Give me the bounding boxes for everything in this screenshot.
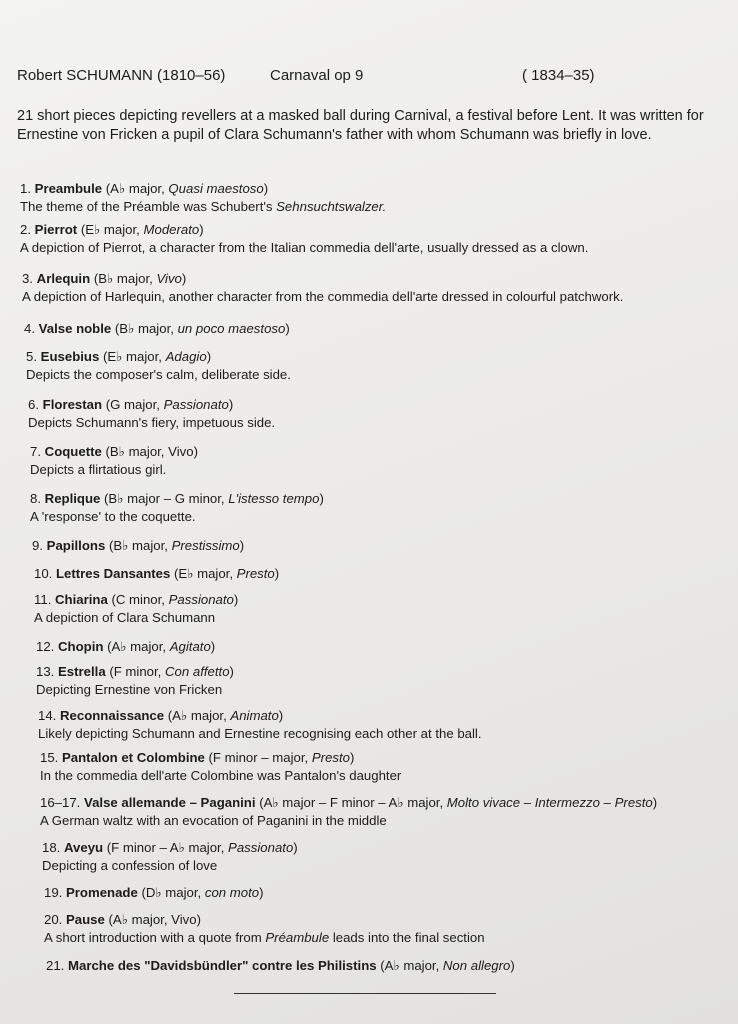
work-title: Carnaval op 9 [270, 67, 364, 84]
piece-number: 15. [40, 750, 62, 765]
piece-heading: 9. Papillons (B♭ major, Prestissimo) [32, 538, 245, 553]
piece-key: (D♭ major, [137, 885, 205, 900]
piece-number: 3. [22, 271, 37, 286]
piece-title: Eusebius [40, 349, 100, 364]
piece-item [44, 911, 485, 947]
piece-description: A depiction of Pierrot, a character from the Italian commedia dell'arte, usually dressed as a clown. [20, 240, 589, 255]
piece-number: 13. [36, 664, 58, 679]
piece-key: (A♭ major, [376, 958, 443, 973]
piece-heading: 18. Aveyu (F minor – A♭ major, Passionato) [42, 840, 298, 855]
piece-description: In the commedia dell'arte Colombine was Pantalon's daughter [40, 768, 402, 783]
piece-key: (A♭ major, Vivo [104, 912, 197, 927]
piece-title: Estrella [58, 664, 106, 679]
piece-tempo: Moderato [143, 222, 200, 237]
piece-heading: 10. Lettres Dansantes (E♭ major, Presto) [34, 566, 280, 581]
piece-heading: 11. Chiarina (C minor, Passionato) [34, 592, 239, 607]
piece-number: 1. [20, 181, 35, 196]
piece-key: (A♭ major, [102, 181, 169, 196]
piece-number: 2. [20, 222, 35, 237]
piece-tempo: Prestissimo [171, 538, 240, 553]
piece-key: (E♭ major, [170, 566, 237, 581]
piece-item [30, 443, 198, 479]
composer-name: Robert SCHUMANN (1810–56) [17, 67, 226, 84]
piece-key: (F minor – A♭ major, [103, 840, 229, 855]
piece-item [46, 957, 515, 975]
piece-heading: 1. Preambule (A♭ major, Quasi maestoso) [20, 181, 269, 196]
piece-heading: 12. Chopin (A♭ major, Agitato) [36, 639, 216, 654]
piece-title: Pierrot [34, 222, 78, 237]
piece-title: Chopin [58, 639, 104, 654]
piece-description: The theme of the Préamble was Schubert's Sehnsuchtswalzer. [20, 199, 387, 214]
piece-item [40, 794, 657, 830]
piece-heading: 20. Pause (A♭ major, Vivo) [44, 912, 201, 927]
piece-title: Papillons [46, 538, 106, 553]
piece-title: Preambule [34, 181, 103, 196]
end-rule [234, 993, 496, 994]
piece-description: Depicting Ernestine von Fricken [36, 682, 223, 697]
piece-key: (G major, [102, 397, 164, 412]
piece-title: Florestan [42, 397, 103, 412]
piece-tempo: con moto [204, 885, 260, 900]
piece-heading: 16–17. Valse allemande – Paganini (A♭ major – F minor – A♭ major, Molto vivace – Intermezzo – Presto) [40, 795, 658, 810]
piece-heading: 2. Pierrot (E♭ major, Moderato) [20, 222, 204, 237]
piece-tempo: L'istesso tempo [228, 491, 320, 506]
piece-title: Pause [66, 912, 105, 927]
piece-item [32, 537, 244, 555]
piece-title: Valse allemande – Paganini [84, 795, 256, 810]
piece-tempo: Passionato [168, 592, 234, 607]
piece-tempo: Molto vivace – Intermezzo – Presto [446, 795, 653, 810]
piece-description: Depicts Schumann's fiery, impetuous side. [28, 415, 276, 430]
piece-number: 16–17. [40, 795, 84, 810]
piece-number: 18. [42, 840, 64, 855]
piece-description: A 'response' to the coquette. [30, 509, 196, 524]
piece-heading: 8. Replique (B♭ major – G minor, L'istesso tempo) [30, 491, 324, 506]
piece-heading: 14. Reconnaissance (A♭ major, Animato) [38, 708, 284, 723]
piece-key: (E♭ major, [77, 222, 144, 237]
piece-title: Valse noble [38, 321, 112, 336]
piece-description: Depicts a flirtatious girl. [30, 462, 167, 477]
piece-item [24, 320, 290, 338]
piece-description: A depiction of Harlequin, another character from the commedia dell'arte dressed in colourful patchwork. [22, 289, 624, 304]
piece-description: Depicting a confession of love [42, 858, 218, 873]
piece-description: Likely depicting Schumann and Ernestine recognising each other at the ball. [38, 726, 482, 741]
piece-number: 12. [36, 639, 58, 654]
piece-tempo: Passionato [228, 840, 294, 855]
piece-item [38, 707, 482, 743]
piece-title: Aveyu [64, 840, 104, 855]
piece-item [28, 396, 275, 432]
piece-title: Pantalon et Colombine [62, 750, 205, 765]
piece-heading: 19. Promenade (D♭ major, con moto) [44, 885, 264, 900]
piece-tempo: Agitato [169, 639, 211, 654]
piece-key: (B♭ major – G minor, [100, 491, 229, 506]
piece-description: Depicts the composer's calm, deliberate side. [26, 367, 291, 382]
piece-item [20, 180, 386, 216]
piece-number: 6. [28, 397, 43, 412]
piece-title: Arlequin [36, 271, 91, 286]
piece-tempo: un poco maestoso [177, 321, 286, 336]
piece-key: (B♭ major, [111, 321, 178, 336]
piece-heading: 6. Florestan (G major, Passionato) [28, 397, 234, 412]
piece-tempo: Quasi maestoso [168, 181, 264, 196]
piece-number: 5. [26, 349, 41, 364]
piece-tempo: Con affetto [165, 664, 230, 679]
piece-heading: 21. Marche des "Davidsbündler" contre les Philistins (A♭ major, Non allegro) [46, 958, 515, 973]
piece-key: (E♭ major, [99, 349, 166, 364]
piece-title: Replique [44, 491, 101, 506]
piece-heading: 4. Valse noble (B♭ major, un poco maestoso) [24, 321, 290, 336]
piece-title: Promenade [66, 885, 138, 900]
piece-key: (A♭ major, [164, 708, 231, 723]
piece-item [20, 221, 588, 257]
piece-number: 4. [24, 321, 39, 336]
piece-number: 9. [32, 538, 47, 553]
piece-heading: 3. Arlequin (B♭ major, Vivo) [22, 271, 187, 286]
piece-key: (B♭ major, Vivo [101, 444, 194, 459]
piece-tempo: Presto [236, 566, 275, 581]
piece-title: Coquette [44, 444, 102, 459]
piece-item [42, 839, 298, 875]
piece-number: 8. [30, 491, 45, 506]
piece-item [30, 490, 324, 526]
piece-tempo: Animato [230, 708, 279, 723]
piece-tempo: Vivo [156, 271, 182, 286]
intro-paragraph: 21 short pieces depicting revellers at a masked ball during Carnival, a festival before Lent. It was written for Ernestine von Fricken a pupil of Clara Schumann's father with whom Schumann was briefly in love. [17, 108, 704, 143]
piece-number: 19. [44, 885, 66, 900]
piece-tempo: Adagio [165, 349, 207, 364]
piece-heading: 15. Pantalon et Colombine (F minor – major, Presto) [40, 750, 355, 765]
composition-dates: ( 1834–35) [522, 67, 595, 84]
piece-number: 10. [34, 566, 56, 581]
piece-key: (F minor – major, [204, 750, 312, 765]
piece-heading: 13. Estrella (F minor, Con affetto) [36, 664, 234, 679]
piece-number: 11. [34, 592, 56, 607]
piece-item [26, 348, 291, 384]
piece-item [44, 884, 264, 902]
piece-number: 7. [30, 444, 45, 459]
piece-description: A German waltz with an evocation of Paganini in the middle [40, 813, 387, 828]
piece-number: 14. [38, 708, 60, 723]
piece-description: A short introduction with a quote from Préambule leads into the final section [44, 930, 485, 945]
piece-item [36, 663, 234, 699]
piece-key: (B♭ major, [90, 271, 157, 286]
piece-title: Lettres Dansantes [56, 566, 171, 581]
piece-title: Reconnaissance [60, 708, 165, 723]
piece-key: (C minor, [107, 592, 169, 607]
piece-key: (F minor, [105, 664, 166, 679]
piece-key: (A♭ major, [103, 639, 170, 654]
piece-item [34, 591, 238, 627]
piece-tempo: Non allegro [442, 958, 511, 973]
piece-tempo: Presto [311, 750, 350, 765]
piece-item [40, 749, 401, 785]
piece-tempo: Passionato [163, 397, 229, 412]
piece-item [36, 638, 215, 656]
piece-number: 20. [44, 912, 66, 927]
piece-heading: 5. Eusebius (E♭ major, Adagio) [26, 349, 212, 364]
piece-description: A depiction of Clara Schumann [34, 610, 216, 625]
piece-item [34, 565, 279, 583]
piece-title: Chiarina [55, 592, 108, 607]
piece-title: Marche des "Davidsbündler" contre les Philistins [68, 958, 377, 973]
piece-number: 21. [46, 958, 68, 973]
piece-key: (A♭ major – F minor – A♭ major, [255, 795, 447, 810]
piece-key: (B♭ major, [105, 538, 172, 553]
piece-item [22, 270, 623, 306]
piece-heading: 7. Coquette (B♭ major, Vivo) [30, 444, 198, 459]
